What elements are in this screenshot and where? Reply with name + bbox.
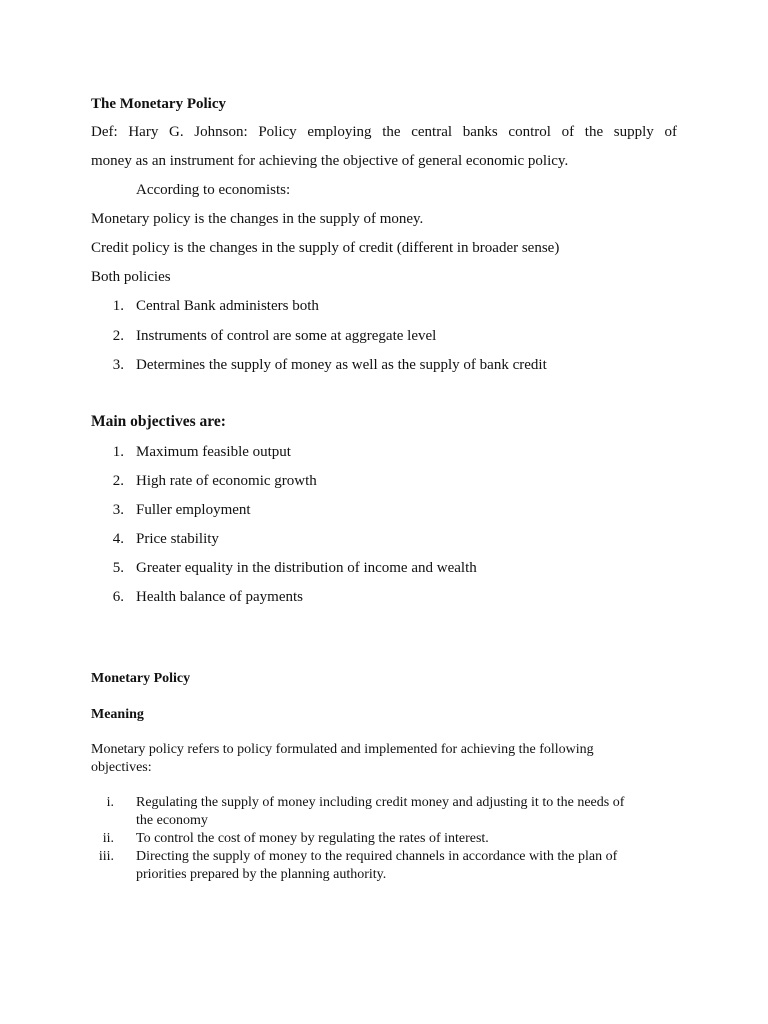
list-item-line-2: the economy [136, 813, 208, 828]
section-title-monetary-policy: The Monetary Policy [91, 96, 226, 112]
roman-numeral: i. [106, 795, 114, 810]
monetary-policy-definition: Monetary policy is the changes in the supply of money. [91, 211, 424, 227]
both-policies-label: Both policies [91, 269, 171, 285]
list-item: Maximum feasible output [136, 444, 291, 460]
list-item-number: 4. [112, 531, 124, 547]
list-item-line-1: Regulating the supply of money including credit money and adjusting it to the needs of [136, 795, 625, 810]
list-item: Greater equality in the distribution of income and wealth [136, 560, 477, 576]
list-item-number: 5. [112, 560, 124, 576]
list-item: Central Bank administers both [136, 298, 319, 314]
list-item: Health balance of payments [136, 589, 304, 605]
meaning-intro-line-2: objectives: [91, 760, 152, 775]
definition-line-1: Def: Hary G. Johnson: Policy employing the central banks control of the supply of [91, 124, 677, 140]
definition-line-2: money as an instrument for achieving the objective of general economic policy. [91, 153, 569, 169]
credit-policy-definition: Credit policy is the changes in the supply of credit (different in broader sense) [91, 240, 560, 256]
list-item-number: 3. [112, 502, 124, 518]
roman-numeral: iii. [98, 849, 114, 864]
roman-numeral: ii. [102, 831, 114, 846]
section-title-monetary-policy-2: Monetary Policy [91, 671, 191, 686]
section-title-main-objectives: Main objectives are: [91, 413, 226, 430]
list-item-number: 1. [112, 298, 124, 314]
list-item: Determines the supply of money as well as the supply of bank credit [136, 357, 547, 373]
according-to-economists: According to economists: [136, 182, 291, 198]
list-item: Price stability [136, 531, 219, 547]
list-item: Fuller employment [136, 502, 251, 518]
list-item-number: 3. [112, 357, 124, 373]
list-item-number: 2. [112, 328, 124, 344]
list-item: High rate of economic growth [136, 473, 317, 489]
list-item-number: 6. [112, 589, 124, 605]
list-item-line-1: To control the cost of money by regulating the rates of interest. [136, 831, 489, 846]
list-item: Instruments of control are some at aggregate level [136, 328, 437, 344]
meaning-intro-line-1: Monetary policy refers to policy formulated and implemented for achieving the following [91, 742, 594, 757]
list-item-line-1: Directing the supply of money to the required channels in accordance with the plan of [136, 849, 618, 864]
list-item-number: 2. [112, 473, 124, 489]
section-subtitle-meaning: Meaning [91, 707, 144, 722]
list-item-line-2: priorities prepared by the planning authority. [136, 867, 387, 882]
list-item-number: 1. [112, 444, 124, 460]
